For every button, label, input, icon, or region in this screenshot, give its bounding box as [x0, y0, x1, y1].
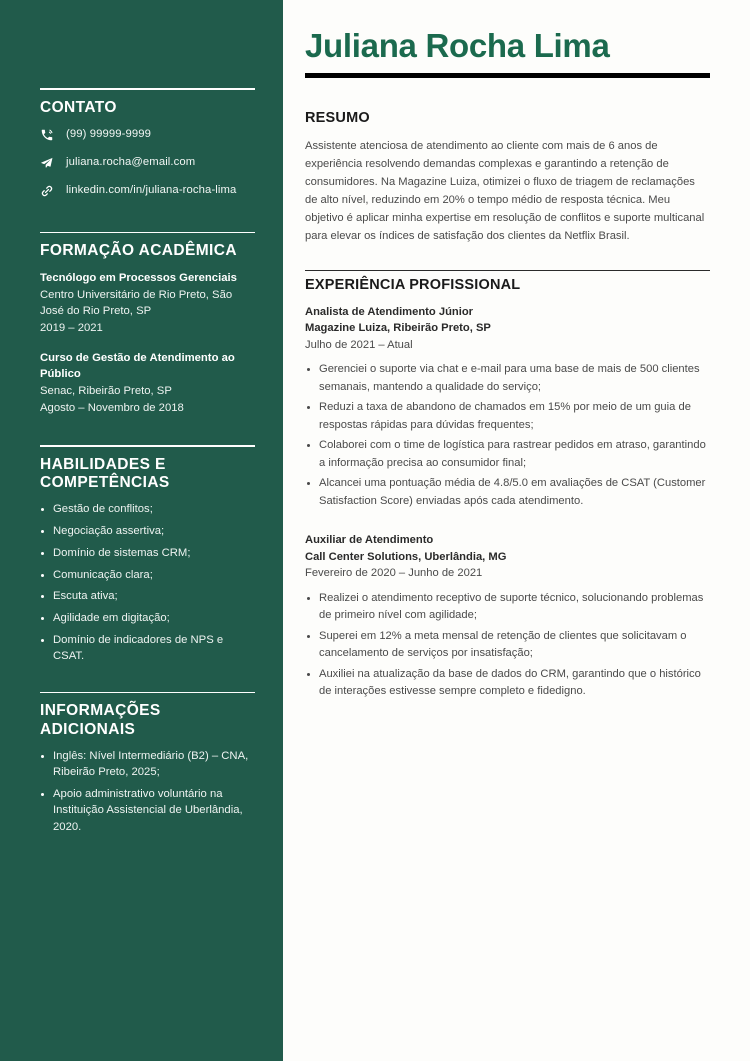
list-item: Domínio de indicadores de NPS e CSAT.	[40, 632, 255, 665]
job-dates: Julho de 2021 – Atual	[305, 338, 413, 351]
education-section	[40, 232, 255, 416]
link-chain-icon	[40, 184, 66, 198]
education-dates: 2019 – 2021	[40, 322, 103, 335]
list-item: Auxiliei na atualização da base de dados do CRM, garantindo que o histórico de interações estivesse sempre completo e fidedigno.	[305, 666, 710, 701]
list-item: Negociação assertiva;	[40, 523, 255, 539]
list-item: Apoio administrativo voluntário na Instituição Assistencial de Uberlândia, 2020.	[40, 786, 255, 835]
skills-list	[40, 501, 255, 664]
job-role: Analista de Atendimento Júnior	[305, 305, 474, 318]
additional-info-list	[40, 748, 255, 835]
contact-heading: CONTATO	[40, 98, 117, 116]
experience-section	[305, 270, 710, 701]
list-item: Escuta ativa;	[40, 588, 255, 604]
skills-section	[40, 445, 255, 664]
list-item: Comunicação clara;	[40, 567, 255, 583]
job-bullet-list	[305, 590, 710, 701]
education-institution: Centro Universitário de Rio Preto, São José do Rio Preto, SP	[40, 288, 233, 318]
additional-info-section	[40, 692, 255, 835]
section-divider	[40, 88, 255, 90]
section-divider	[40, 232, 255, 234]
job-dates: Fevereiro de 2020 – Junho de 2021	[305, 567, 483, 580]
summary-text: Assistente atenciosa de atendimento ao cliente com mais de 6 anos de experiência resolvendo demandas complexas e garantindo a retenção de consumidores. Na Magazine Luiza, otimizei o fluxo de triagem de reclamações de alto nível, reduzindo em 20% o tempo médio de resposta técnica. Meu objetivo é aplicar minha expertise em resolução de conflitos e suporte multicanal para elevar os índices de satisfação dos clientes da Netflix Brasil.	[305, 139, 705, 243]
education-entry	[40, 270, 255, 337]
experience-entry	[305, 304, 710, 510]
sidebar	[0, 0, 283, 1061]
education-heading: FORMAÇÃO ACADÊMICA	[40, 242, 237, 260]
education-title: Curso de Gestão de Atendimento ao Público	[40, 351, 235, 380]
email-value: juliana.rocha@email.com	[66, 156, 196, 169]
list-item: Alcancei uma pontuação média de 4.8/5.0 em avaliações de CSAT (Customer Satisfaction Score) enviadas após cada atendimento.	[305, 475, 710, 510]
linkedin-value: linkedin.com/in/juliana-rocha-lima	[66, 184, 237, 197]
list-item: Gestão de conflitos;	[40, 501, 255, 517]
education-entry	[40, 350, 255, 417]
list-item: Domínio de sistemas CRM;	[40, 545, 255, 561]
job-company: Magazine Luiza, Ribeirão Preto, SP	[305, 322, 491, 335]
section-divider	[40, 692, 255, 694]
contact-row-phone[interactable]	[40, 126, 255, 144]
contact-section	[40, 88, 255, 200]
list-item: Realizei o atendimento receptivo de suporte técnico, solucionando problemas de primeiro nível com agilidade;	[305, 590, 710, 625]
summary-heading: RESUMO	[305, 110, 370, 127]
list-item: Inglês: Nível Intermediário (B2) – CNA, Ribeirão Preto, 2025;	[40, 748, 255, 781]
job-company: Call Center Solutions, Uberlândia, MG	[305, 550, 507, 563]
section-divider	[305, 270, 710, 272]
page-title: Juliana Rocha Lima	[305, 27, 610, 64]
list-item: Superei em 12% a meta mensal de retenção de clientes que solicitavam o cancelamento de serviços por insatisfação;	[305, 628, 710, 663]
experience-heading: EXPERIÊNCIA PROFISSIONAL	[305, 277, 521, 294]
education-title: Tecnólogo em Processos Gerenciais	[40, 271, 237, 284]
list-item: Reduzi a taxa de abandono de chamados em 15% por meio de um guia de respostas rápidas para dúvidas frequentes;	[305, 399, 710, 434]
phone-value: (99) 99999-9999	[66, 128, 152, 141]
education-dates: Agosto – Novembro de 2018	[40, 401, 184, 414]
list-item: Agilidade em digitação;	[40, 610, 255, 626]
list-item: Colaborei com o time de logística para rastrear pedidos em atraso, garantindo a informação precisa ao consumidor final;	[305, 437, 710, 472]
education-institution: Senac, Ribeirão Preto, SP	[40, 384, 172, 397]
job-bullet-list	[305, 361, 710, 510]
section-divider	[40, 445, 255, 447]
phone-icon	[40, 128, 66, 142]
summary-section	[305, 110, 710, 245]
job-role: Auxiliar de Atendimento	[305, 534, 434, 546]
contact-row-linkedin[interactable]	[40, 182, 255, 200]
list-item: Gerenciei o suporte via chat e e-mail para uma base de mais de 500 clientes semanais, mantendo a qualidade do serviço;	[305, 361, 710, 396]
experience-entry	[305, 532, 710, 701]
contact-row-email[interactable]	[40, 154, 255, 172]
main-content	[283, 0, 750, 1061]
skills-heading: HABILIDADES E COMPETÊNCIAS	[40, 455, 170, 492]
additional-info-heading: INFORMAÇÕES ADICIONAIS	[40, 702, 161, 738]
email-paper-plane-icon	[40, 156, 66, 170]
